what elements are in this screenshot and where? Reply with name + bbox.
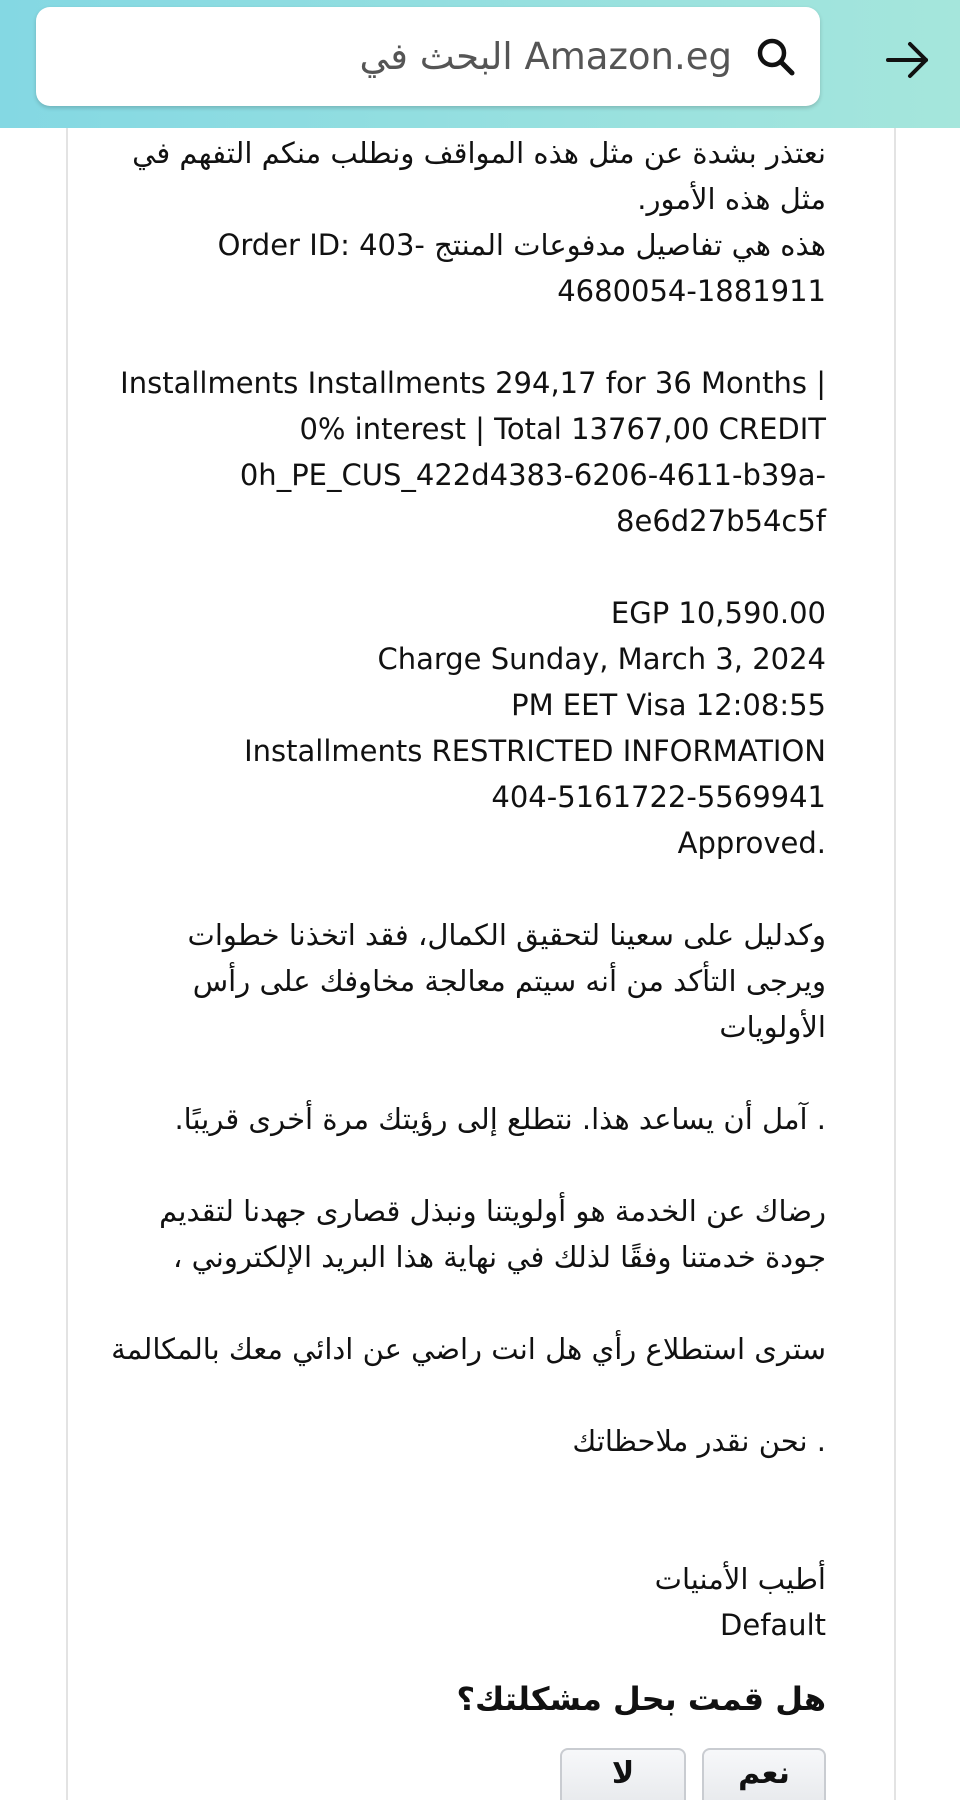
apology-paragraph: نعتذر بشدة عن مثل هذه المواقف ونطلب منكم التفهم في مثل هذه الأمور.	[132, 136, 826, 216]
installments-paragraph: Installments Installments 294,17 for 36 Months | 0% interest | Total 13767,00 CREDIT 0h_PE_CUS_422d4383-6206-4611-b39a-8e6d27b54c5f	[120, 366, 826, 538]
no-button[interactable]: لا	[560, 1748, 686, 1800]
signature: Default	[720, 1608, 826, 1642]
feedback-question: هل قمت بحل مشكلتك؟	[456, 1680, 826, 1718]
satisfaction-paragraph: رضاك عن الخدمة هو أولويتنا ونبذل قصارى جهدنا لتقديم جودة خدمتنا وفقًا لذلك في نهاية هذا البريد الإلكتروني ،	[159, 1194, 826, 1274]
survey-paragraph: سترى استطلاع رأي هل انت راضي عن ادائي معك بالمكالمة	[111, 1332, 826, 1366]
search-placeholder: البحث في Amazon.eg	[359, 35, 732, 78]
search-icon[interactable]	[754, 35, 798, 79]
charge-reference: 404-5161722-5569941	[491, 780, 826, 814]
yes-button[interactable]: نعم	[702, 1748, 826, 1800]
search-input[interactable]	[36, 7, 820, 106]
charge-type: Installments RESTRICTED INFORMATION	[244, 734, 826, 768]
arrow-right-icon[interactable]	[884, 38, 932, 82]
closing-line: أطيب الأمنيات	[654, 1562, 826, 1596]
charge-time: PM EET Visa 12:08:55	[511, 688, 826, 722]
message-body	[110, 130, 826, 1648]
top-header-bar	[0, 0, 960, 128]
charge-date: Charge Sunday, March 3, 2024	[377, 642, 826, 676]
hope-paragraph: . آمل أن يساعد هذا. نتطلع إلى رؤيتك مرة أخرى قريبًا.	[174, 1102, 826, 1136]
charge-amount: EGP 10,590.00	[610, 596, 826, 630]
order-id-paragraph: هذه هي تفاصيل مدفوعات المنتج -Order ID: 403 4680054-1881911	[217, 228, 826, 308]
feedback-paragraph: . نحن نقدر ملاحظاتك	[572, 1424, 826, 1458]
charge-status: .Approved	[677, 826, 826, 860]
steps-paragraph: وكدليل على سعينا لتحقيق الكمال، فقد اتخذنا خطوات ويرجى التأكد من أنه سيتم معالجة مخاوفك على رأس الأولويات	[187, 918, 826, 1044]
